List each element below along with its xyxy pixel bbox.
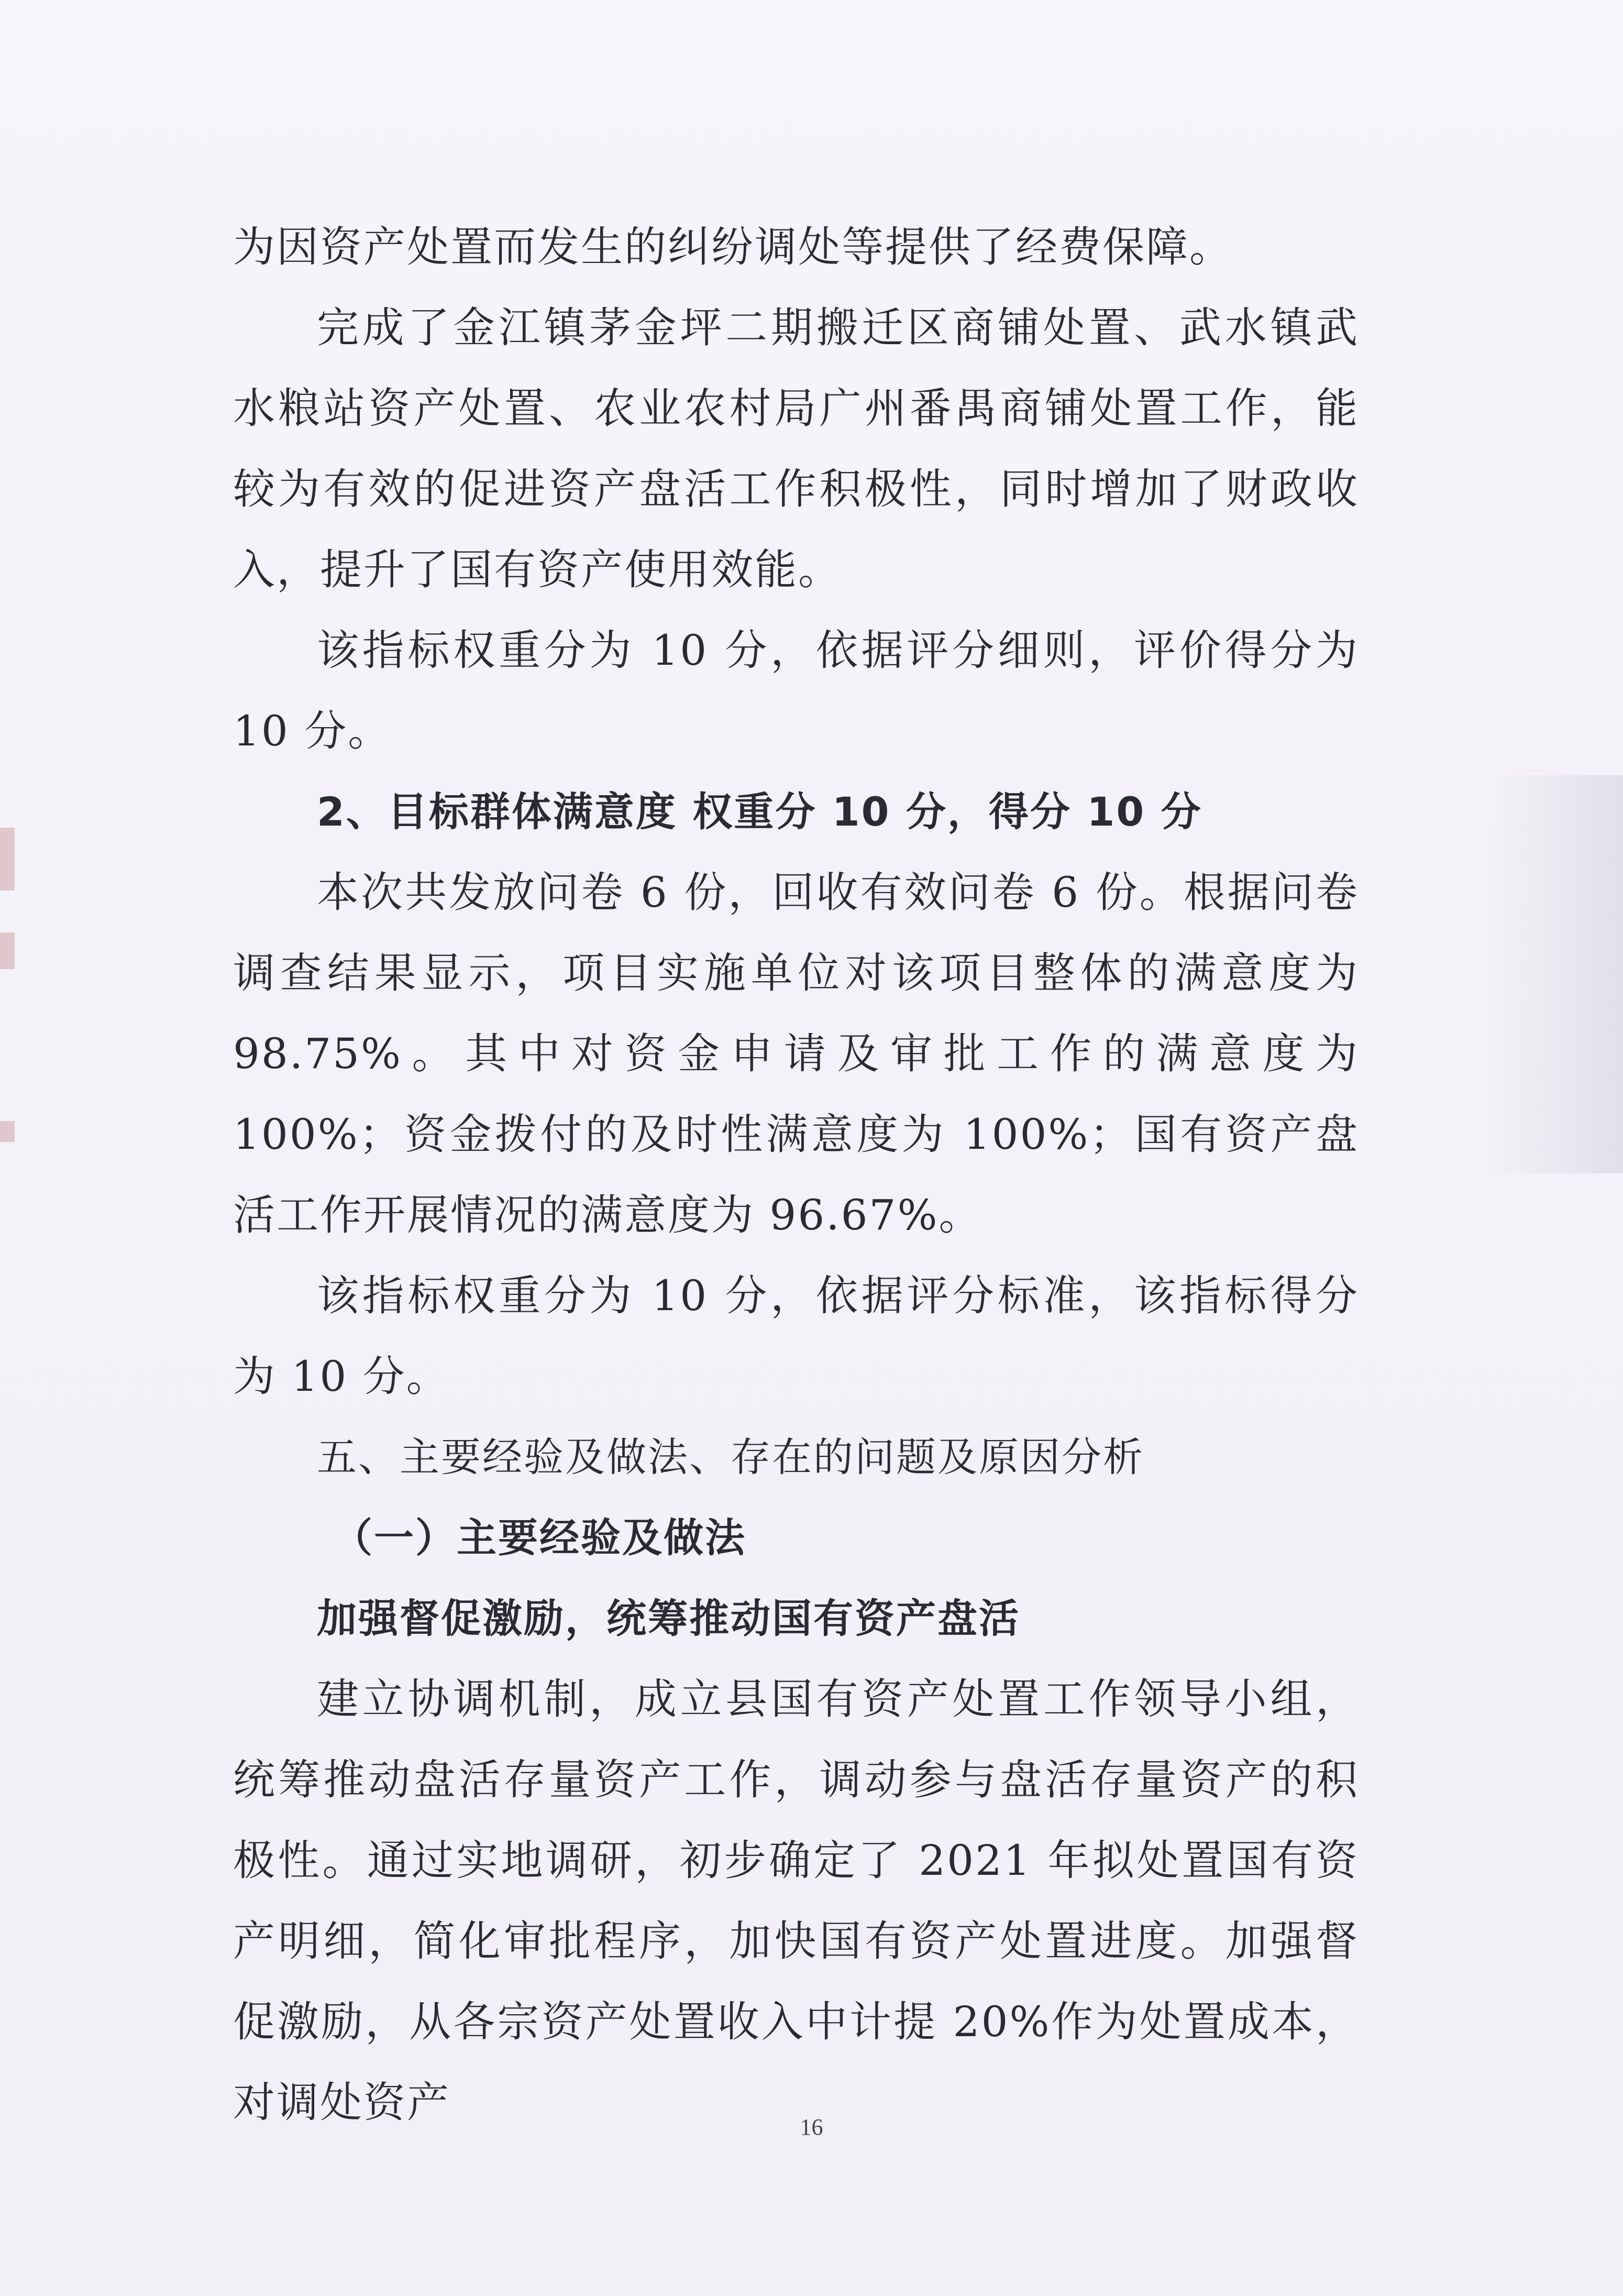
scan-edge-mark — [0, 932, 15, 969]
page-number: 16 — [800, 2114, 823, 2140]
paragraph-survey: 本次共发放问卷 6 份，回收有效问卷 6 份。根据问卷调查结果显示，项目实施单位对该项目整体的满意度为 98.75%。其中对资金申请及审批工作的满意度为 100%；资金拨付的及时性满意度为 100%；国有资产盘活工作开展情况的满意度为 96.67%。 — [233, 868, 1359, 1239]
scan-edge-mark — [0, 828, 15, 891]
paragraph-asset-disposal: 完成了金江镇茅金坪二期搬迁区商铺处置、武水镇武水粮站资产处置、农业农村局广州番禺商铺处置工作，能较为有效的促进资产盘活工作积极性，同时增加了财政收入，提升了国有资产使用效能。 — [233, 303, 1359, 594]
paragraph-mechanism: 建立协调机制，成立县国有资产处置工作领导小组，统筹推动盘活存量资产工作，调动参与盘活存量资产的积极性。通过实地调研，初步确定了 2021 年拟处置国有资产明细，简化审批程序，加快国有资产处置进度。加强督促激励，从各宗资产处置收入中计提 20%作为处置成本，对调处资产 — [233, 1675, 1359, 2127]
scan-edge-mark — [0, 1121, 15, 1142]
sub-heading: （一）主要经验及做法 — [333, 1514, 746, 1561]
document-body — [233, 207, 1359, 2143]
topic-heading: 加强督促激励，统筹推动国有资产盘活 — [317, 1595, 1020, 1642]
paragraph-score-1: 该指标权重分为 10 分，依据评分细则，评价得分为 10 分。 — [233, 626, 1359, 755]
section-heading-satisfaction: 2、目标群体满意度 权重分 10 分，得分 10 分 — [317, 788, 1202, 835]
scan-shadow — [1487, 775, 1623, 1173]
paragraph-score-2: 该指标权重分为 10 分，依据评分标准，该指标得分为 10 分。 — [233, 1271, 1359, 1401]
paragraph-continuation: 为因资产处置而发生的纠纷调处等提供了经费保障。 — [233, 223, 1233, 271]
chapter-heading: 五、主要经验及做法、存在的问题及原因分析 — [317, 1434, 1144, 1480]
